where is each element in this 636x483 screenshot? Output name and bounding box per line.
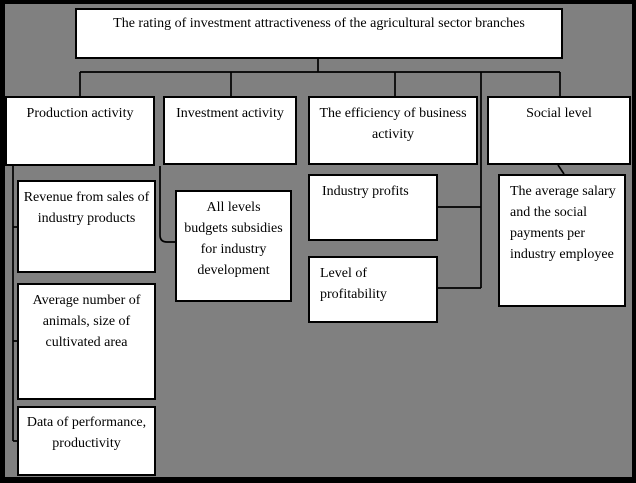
branch-box-social-level: Social level [487, 96, 631, 165]
node-box-average-number-animals: Average number of animals, size of cultivated area [17, 283, 156, 400]
connector-investment-elbow [160, 166, 175, 242]
branch-box-efficiency-of-business: The efficiency of business activity [308, 96, 478, 165]
node-box-revenue-from-sales: Revenue from sales of industry products [17, 180, 156, 273]
node-box-budget-subsidies: All levels budgets subsidies for industry development [175, 190, 292, 302]
branch-box-production-activity: Production activity [5, 96, 155, 166]
connector-social-diagonal [558, 165, 564, 174]
title-box: The rating of investment attractiveness of the agricultural sector branches [75, 8, 563, 59]
node-box-average-salary: The average salary and the social payments per industry employee [498, 174, 626, 307]
branch-box-investment-activity: Investment activity [163, 96, 297, 165]
node-box-level-of-profitability: Level of profitability [308, 256, 438, 323]
node-box-industry-profits: Industry profits [308, 174, 438, 241]
node-box-performance-data: Data of performance, productivity [17, 406, 156, 476]
